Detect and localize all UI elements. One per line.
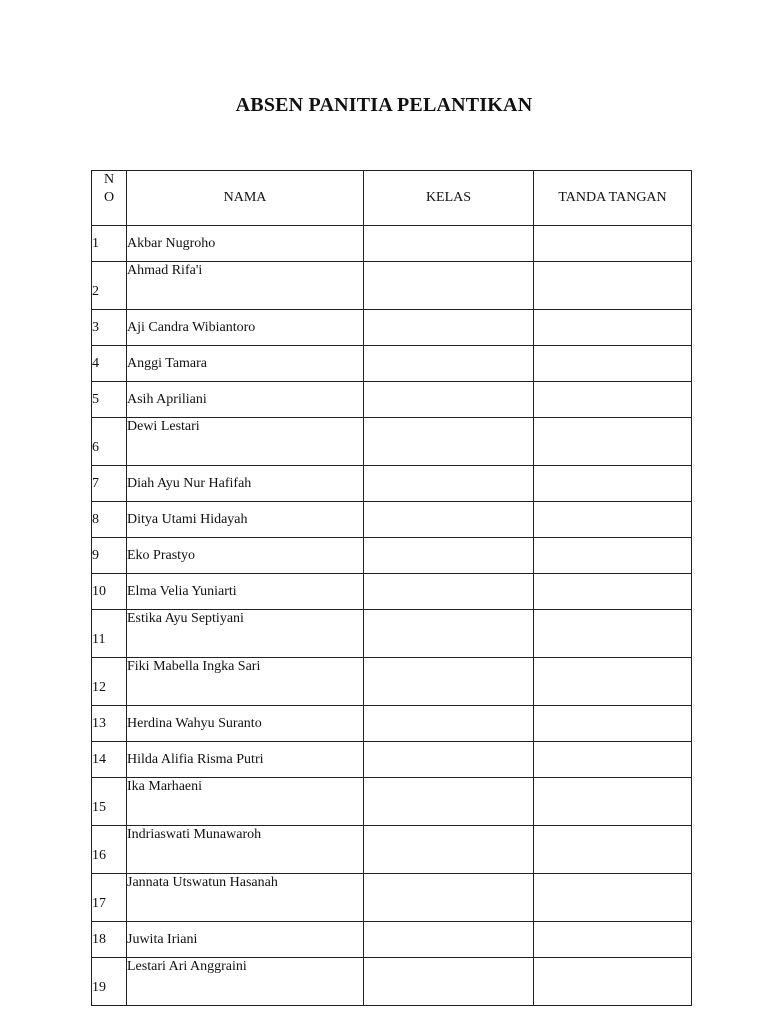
row-signature-cell[interactable] [534,466,692,502]
row-number: 4 [92,346,127,382]
table-row [92,826,692,874]
row-signature-cell[interactable] [534,958,692,1006]
table-row [92,310,692,346]
row-signature-cell[interactable] [534,346,692,382]
table-row [92,610,692,658]
row-nama: Ditya Utami Hidayah [127,502,364,538]
table-row [92,226,692,262]
row-nama: Fiki Mabella Ingka Sari [127,658,364,706]
row-kelas-cell[interactable] [364,502,534,538]
table-row [92,502,692,538]
row-kelas-cell[interactable] [364,226,534,262]
row-nama: Asih Apriliani [127,382,364,418]
table-row [92,742,692,778]
row-kelas-cell[interactable] [364,922,534,958]
row-number: 11 [92,610,127,658]
column-header-tanda-tangan: TANDA TANGAN [534,171,692,226]
row-nama: Indriaswati Munawaroh [127,826,364,874]
row-nama: Diah Ayu Nur Hafifah [127,466,364,502]
row-nama: Ahmad Rifa'i [127,262,364,310]
row-number: 19 [92,958,127,1006]
row-signature-cell[interactable] [534,610,692,658]
row-signature-cell[interactable] [534,310,692,346]
table-row [92,658,692,706]
table-row [92,382,692,418]
table-row [92,538,692,574]
row-kelas-cell[interactable] [364,742,534,778]
table-row [92,418,692,466]
table-header-row [92,171,692,226]
row-signature-cell[interactable] [534,538,692,574]
column-header-nama: NAMA [127,171,364,226]
row-number: 1 [92,226,127,262]
row-signature-cell[interactable] [534,778,692,826]
row-nama: Dewi Lestari [127,418,364,466]
row-kelas-cell[interactable] [364,574,534,610]
row-signature-cell[interactable] [534,226,692,262]
row-number: 12 [92,658,127,706]
row-kelas-cell[interactable] [364,658,534,706]
table-row [92,466,692,502]
row-signature-cell[interactable] [534,418,692,466]
row-nama: Aji Candra Wibiantoro [127,310,364,346]
row-signature-cell[interactable] [534,826,692,874]
attendance-table [91,170,692,1006]
table-row [92,346,692,382]
row-signature-cell[interactable] [534,574,692,610]
row-kelas-cell[interactable] [364,778,534,826]
row-nama: Eko Prastyo [127,538,364,574]
row-number: 17 [92,874,127,922]
row-number: 9 [92,538,127,574]
column-header-kelas: KELAS [364,171,534,226]
row-number: 10 [92,574,127,610]
row-signature-cell[interactable] [534,658,692,706]
table-row [92,706,692,742]
row-signature-cell[interactable] [534,502,692,538]
row-kelas-cell[interactable] [364,346,534,382]
table-row [92,778,692,826]
row-kelas-cell[interactable] [364,610,534,658]
row-number: 2 [92,262,127,310]
row-signature-cell[interactable] [534,382,692,418]
row-number: 18 [92,922,127,958]
row-number: 6 [92,418,127,466]
column-header-no-line2: O [103,190,115,205]
row-signature-cell[interactable] [534,874,692,922]
row-kelas-cell[interactable] [364,262,534,310]
column-header-no-line1: N [103,172,115,187]
row-number: 3 [92,310,127,346]
row-nama: Anggi Tamara [127,346,364,382]
row-kelas-cell[interactable] [364,706,534,742]
row-nama: Estika Ayu Septiyani [127,610,364,658]
row-number: 14 [92,742,127,778]
row-nama: Herdina Wahyu Suranto [127,706,364,742]
table-row [92,874,692,922]
row-signature-cell[interactable] [534,922,692,958]
row-signature-cell[interactable] [534,706,692,742]
table-row [92,262,692,310]
row-number: 16 [92,826,127,874]
row-kelas-cell[interactable] [364,958,534,1006]
row-number: 15 [92,778,127,826]
row-kelas-cell[interactable] [364,310,534,346]
row-kelas-cell[interactable] [364,418,534,466]
table-row [92,574,692,610]
row-number: 13 [92,706,127,742]
row-kelas-cell[interactable] [364,538,534,574]
row-kelas-cell[interactable] [364,466,534,502]
table-row [92,922,692,958]
table-row [92,958,692,1006]
row-number: 7 [92,466,127,502]
row-number: 8 [92,502,127,538]
row-kelas-cell[interactable] [364,382,534,418]
row-signature-cell[interactable] [534,262,692,310]
row-signature-cell[interactable] [534,742,692,778]
row-kelas-cell[interactable] [364,826,534,874]
row-nama: Lestari Ari Anggraini [127,958,364,1006]
page-title: ABSEN PANITIA PELANTIKAN [235,94,533,116]
row-nama: Ika Marhaeni [127,778,364,826]
row-nama: Elma Velia Yuniarti [127,574,364,610]
row-number: 5 [92,382,127,418]
row-nama: Jannata Utswatun Hasanah [127,874,364,922]
column-header-no [92,171,127,226]
row-kelas-cell[interactable] [364,874,534,922]
row-nama: Juwita Iriani [127,922,364,958]
row-nama: Akbar Nugroho [127,226,364,262]
row-nama: Hilda Alifia Risma Putri [127,742,364,778]
